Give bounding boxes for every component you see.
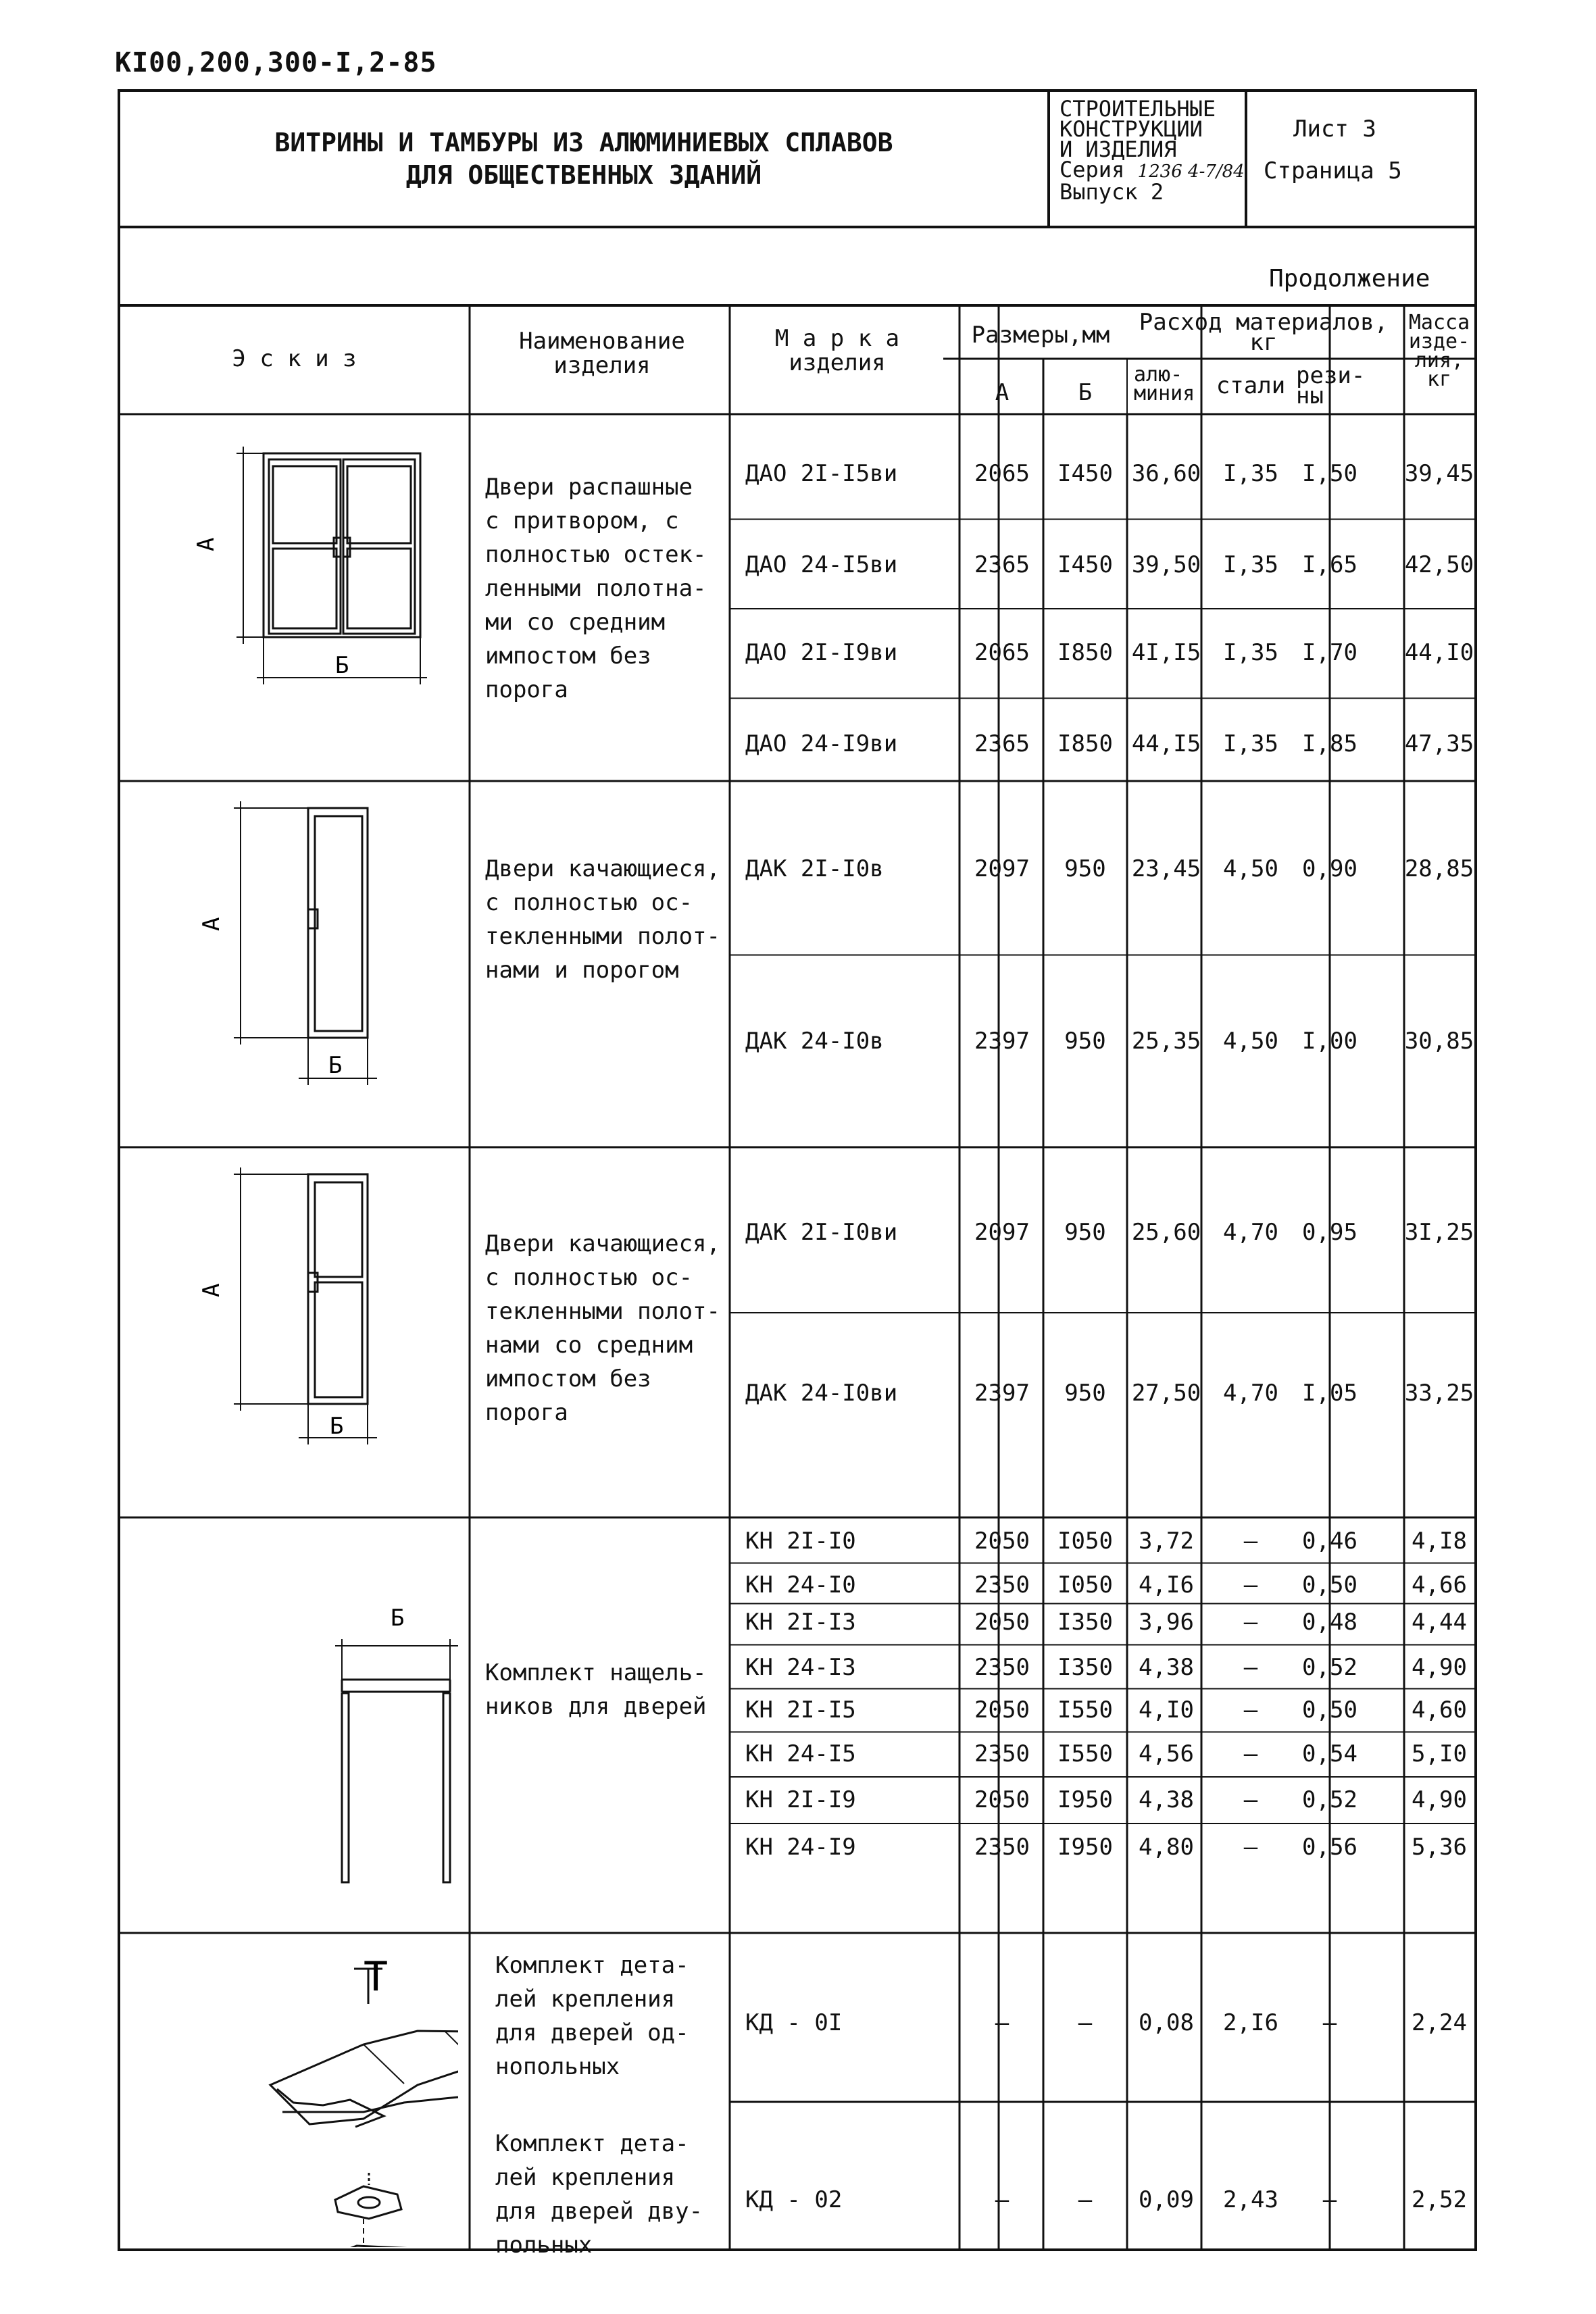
cell-mass: 4,60 (1412, 1696, 1467, 1724)
col-header-materials (1131, 309, 1396, 356)
col-header-steel: стали (1216, 372, 1286, 399)
cell-mark: КН 24-I3 (745, 1654, 856, 1681)
product-name-line: полностью остек- (485, 541, 707, 568)
cell-alu: 23,45 (1131, 855, 1201, 882)
cell-rubber: I,85 (1302, 730, 1357, 757)
product-name (495, 1948, 689, 2084)
cell-b: 950 (1064, 1028, 1106, 1055)
cell-mass: 4,90 (1412, 1786, 1467, 1813)
cell-mass: 4,90 (1412, 1654, 1467, 1681)
sheet-frame (118, 89, 1477, 2259)
cell-alu: 0,08 (1139, 2009, 1194, 2036)
product-name-line: текленными полот- (485, 923, 720, 950)
title-line: ВИТРИНЫ И ТАМБУРЫ ИЗ АЛЮМИНИЕВЫХ СПЛАВОВ (274, 128, 893, 157)
product-name-line: текленными полот- (485, 1298, 720, 1325)
cell-mass: 4,44 (1412, 1609, 1467, 1636)
col-header-size-b: Б (1078, 379, 1093, 406)
cell-mark: ДАО 2I-I5ви (745, 460, 898, 487)
product-name-line: порога (485, 1399, 568, 1426)
col-header-mass (1404, 313, 1474, 389)
product-name-line: с полностью ос- (485, 889, 693, 916)
cell-a: 2365 (974, 730, 1030, 757)
product-name-line: для дверей од- (495, 2019, 689, 2046)
cell-b: I050 (1057, 1528, 1113, 1555)
cell-mark: КН 2I-I0 (745, 1528, 856, 1555)
col-header-mass-line: Масса (1408, 311, 1470, 334)
cell-a: 2350 (974, 1740, 1030, 1767)
series-line: И ИЗДЕЛИЯ (1059, 136, 1177, 162)
cell-a: 2397 (974, 1380, 1030, 1407)
col-header-name-line: Наименование (519, 328, 685, 355)
product-name-line: ников для дверей (485, 1693, 707, 1720)
cell-b: I050 (1057, 1571, 1113, 1599)
document-code: КI00,200,300-I,2-85 (115, 47, 437, 78)
cell-mark: КН 2I-I3 (745, 1609, 856, 1636)
cell-mass: 4,66 (1412, 1571, 1467, 1599)
cell-mass: 44,I0 (1404, 639, 1474, 666)
sketch-cover-strips (161, 1517, 458, 1923)
product-name (485, 1656, 707, 1724)
cell-a: 2050 (974, 1786, 1030, 1813)
cell-steel: – (1243, 1528, 1258, 1555)
sketch-dimension-b: Б (330, 1413, 344, 1440)
sketch-dimension-a: А (198, 1283, 225, 1297)
col-header-rubber-line: ны (1296, 382, 1324, 409)
cell-rubber: I,70 (1302, 639, 1357, 666)
cell-a: – (995, 2009, 1009, 2036)
cell-a: 2097 (974, 1219, 1030, 1246)
col-header-rubber-line: рези- (1296, 362, 1366, 389)
cell-steel: 2,43 (1223, 2186, 1278, 2213)
series-line: КОНСТРУКЦИИ (1059, 116, 1203, 142)
cell-mass: 4,I8 (1412, 1528, 1467, 1555)
col-header-mark-line: изделия (789, 349, 886, 376)
cell-mass: 5,I0 (1412, 1740, 1467, 1767)
cell-mark: КД - 02 (745, 2186, 843, 2213)
col-header-size-a: А (995, 379, 1009, 406)
cell-rubber: – (1322, 2186, 1337, 2213)
cell-a: 2065 (974, 460, 1030, 487)
sketch-dimension-b: Б (391, 1605, 405, 1632)
cell-steel: – (1243, 1609, 1258, 1636)
cell-b: I950 (1057, 1786, 1113, 1813)
cell-rubber: 0,52 (1302, 1654, 1357, 1681)
cell-a: 2050 (974, 1609, 1030, 1636)
cell-steel: I,35 (1223, 551, 1278, 578)
col-header-rubber (1296, 362, 1370, 409)
cell-a: 2350 (974, 1834, 1030, 1861)
cell-alu: 4,38 (1139, 1654, 1194, 1681)
col-header-mass-line: кг (1426, 368, 1452, 391)
cell-steel: 4,50 (1223, 855, 1278, 882)
product-name-line: нами и порогом (485, 957, 679, 984)
cell-steel: 4,70 (1223, 1219, 1278, 1246)
cell-mark: ДАК 24-I0ви (745, 1380, 898, 1407)
product-name-line: нами со средним (485, 1332, 693, 1359)
sketch-dimension-a: А (198, 917, 225, 931)
cell-mark: ДАК 24-I0в (745, 1028, 884, 1055)
cell-b: 950 (1064, 1219, 1106, 1246)
cell-mass: 42,50 (1404, 551, 1474, 578)
col-header-mass-line: лия, (1414, 349, 1464, 372)
issue-label: Выпуск 2 (1059, 179, 1164, 205)
cell-mass: 2,52 (1412, 2186, 1467, 2213)
cell-steel: – (1243, 1786, 1258, 1813)
product-name-line: ми со средним (485, 609, 666, 636)
col-header-alu-line: алю- (1134, 363, 1183, 386)
cell-mass: 2,24 (1412, 2009, 1467, 2036)
product-name-line: Комплект нащель- (485, 1659, 707, 1686)
sketch-double-door (161, 416, 458, 720)
cell-steel: I,35 (1223, 460, 1278, 487)
cell-alu: 4,38 (1139, 1786, 1194, 1813)
series-label: Серия (1059, 157, 1125, 182)
cell-alu: 3,96 (1139, 1609, 1194, 1636)
sketch-fastening-details (161, 1950, 458, 2247)
cell-rubber: 0,95 (1302, 1219, 1357, 1246)
cell-mark: ДАК 2I-I0ви (745, 1219, 898, 1246)
sheet-number: Лист 3 (1293, 116, 1376, 143)
product-name-line: нопольных (495, 2053, 620, 2080)
col-header-alu-line: миния (1134, 382, 1195, 405)
cell-rubber: I,50 (1302, 460, 1357, 487)
cell-b: 950 (1064, 855, 1106, 882)
cell-a: 2050 (974, 1528, 1030, 1555)
product-name (485, 1227, 720, 1430)
cell-alu: 44,I5 (1131, 730, 1201, 757)
cell-steel: I,35 (1223, 639, 1278, 666)
cell-alu: 25,35 (1131, 1028, 1201, 1055)
page-number: Страница 5 (1264, 157, 1402, 184)
cell-alu: 3,72 (1139, 1528, 1194, 1555)
cell-mass: 3I,25 (1404, 1219, 1474, 1246)
cell-a: 2065 (974, 639, 1030, 666)
product-name-line: Двери качающиеся, (485, 855, 720, 882)
cell-rubber: 0,54 (1302, 1740, 1357, 1767)
cell-b: I950 (1057, 1834, 1113, 1861)
cell-mark: ДАО 2I-I9ви (745, 639, 898, 666)
product-name (495, 2127, 703, 2262)
col-header-sketch: Э с к и з (232, 345, 357, 372)
product-name-line: импостом без (485, 1365, 651, 1392)
cell-mass: 5,36 (1412, 1834, 1467, 1861)
cell-alu: 0,09 (1139, 2186, 1194, 2213)
col-header-name (470, 328, 734, 379)
cell-mark: КН 2I-I9 (745, 1786, 856, 1813)
product-name (485, 470, 707, 707)
cell-steel: 4,70 (1223, 1380, 1278, 1407)
cell-alu: 4,80 (1139, 1834, 1194, 1861)
col-header-sizes: Размеры,мм (971, 322, 1110, 349)
cell-alu: 36,60 (1131, 460, 1201, 487)
cell-steel: – (1243, 1696, 1258, 1724)
cell-steel: 2,I6 (1223, 2009, 1278, 2036)
cell-rubber: 0,46 (1302, 1528, 1357, 1555)
product-name-line: с полностью ос- (485, 1264, 693, 1291)
cell-b: I550 (1057, 1696, 1113, 1724)
product-name-line: Двери качающиеся, (485, 1230, 720, 1257)
col-header-mark-line: М а р к а (774, 325, 900, 352)
product-name-line: лей крепления (495, 1986, 676, 2013)
cell-mark: КН 24-I0 (745, 1571, 856, 1599)
cell-b: I450 (1057, 460, 1113, 487)
product-name-line: импостом без (485, 643, 651, 670)
cell-alu: 4,I0 (1139, 1696, 1194, 1724)
cell-a: – (995, 2186, 1009, 2213)
col-header-mass-line: изде- (1408, 330, 1470, 353)
cell-mass: 30,85 (1404, 1028, 1474, 1055)
continuation-label: Продолжение (1269, 265, 1430, 293)
cell-b: I350 (1057, 1654, 1113, 1681)
cell-mass: 33,25 (1404, 1380, 1474, 1407)
col-header-name-line: изделия (553, 352, 651, 379)
product-name-line: ленными полотна- (485, 575, 707, 602)
cell-a: 2350 (974, 1571, 1030, 1599)
cell-steel: – (1243, 1834, 1258, 1861)
product-name (485, 852, 720, 987)
cell-steel: – (1243, 1571, 1258, 1599)
product-name-line: Двери распашные (485, 474, 693, 501)
cell-alu: 39,50 (1131, 551, 1201, 578)
cell-alu: 27,50 (1131, 1380, 1201, 1407)
cell-b: I350 (1057, 1609, 1113, 1636)
cell-b: – (1078, 2009, 1093, 2036)
series-line: СТРОИТЕЛЬНЫЕ (1059, 96, 1216, 122)
sketch-single-door (161, 781, 458, 1105)
cell-rubber: I,00 (1302, 1028, 1357, 1055)
cell-mark: КН 24-I5 (745, 1740, 856, 1767)
title-line: ДЛЯ ОБЩЕСТВЕННЫХ ЗДАНИЙ (405, 160, 762, 190)
cell-mark: ДАО 24-I9ви (745, 730, 898, 757)
cell-b: I450 (1057, 551, 1113, 578)
product-name-line: с притвором, с (485, 507, 679, 534)
cell-rubber: I,65 (1302, 551, 1357, 578)
cell-mark: КН 24-I9 (745, 1834, 856, 1861)
product-name-line: лей крепления (495, 2164, 676, 2191)
product-name-line: Комплект дета- (495, 1952, 689, 1979)
sketch-t-label: Т (364, 1953, 389, 2001)
cell-b: – (1078, 2186, 1093, 2213)
cell-alu: 4,I6 (1139, 1571, 1194, 1599)
cell-a: 2097 (974, 855, 1030, 882)
product-name-line: порога (485, 676, 568, 703)
col-header-alu (1134, 363, 1208, 405)
sketch-single-door-transom (161, 1147, 458, 1465)
cell-b: I550 (1057, 1740, 1113, 1767)
cell-steel: I,35 (1223, 730, 1278, 757)
cell-alu: 4,56 (1139, 1740, 1194, 1767)
cell-b: I850 (1057, 639, 1113, 666)
cell-b: 950 (1064, 1380, 1106, 1407)
product-name-line: польных (495, 2232, 593, 2259)
cell-rubber: 0,48 (1302, 1609, 1357, 1636)
cell-rubber: I,05 (1302, 1380, 1357, 1407)
cell-rubber: 0,50 (1302, 1696, 1357, 1724)
cell-rubber: 0,52 (1302, 1786, 1357, 1813)
col-header-materials-line: Расход материалов, (1139, 309, 1389, 336)
cell-alu: 25,60 (1131, 1219, 1201, 1246)
cell-a: 2365 (974, 551, 1030, 578)
cell-mark: ДАО 24-I5ви (745, 551, 898, 578)
cell-steel: 4,50 (1223, 1028, 1278, 1055)
cell-rubber: – (1322, 2009, 1337, 2036)
series-number: 1236 4-7/84 (1137, 161, 1245, 182)
sketch-dimension-b: Б (328, 1052, 343, 1079)
sketch-dimension-a: А (193, 537, 220, 551)
product-name-line: для дверей дву- (495, 2198, 703, 2225)
cell-rubber: 0,50 (1302, 1571, 1357, 1599)
cell-alu: 4I,I5 (1131, 639, 1201, 666)
cell-steel: – (1243, 1740, 1258, 1767)
cell-a: 2050 (974, 1696, 1030, 1724)
product-name-line: Комплект дета- (495, 2130, 689, 2157)
cell-mass: 39,45 (1404, 460, 1474, 487)
cell-mark: КН 2I-I5 (745, 1696, 856, 1724)
cell-steel: – (1243, 1654, 1258, 1681)
cell-mark: КД - 0I (745, 2009, 843, 2036)
sketch-dimension-b: Б (335, 652, 349, 679)
cell-rubber: 0,56 (1302, 1834, 1357, 1861)
col-header-mark (735, 325, 939, 376)
cell-a: 2350 (974, 1654, 1030, 1681)
cell-mass: 47,35 (1404, 730, 1474, 757)
cell-b: I850 (1057, 730, 1113, 757)
cell-mass: 28,85 (1404, 855, 1474, 882)
cell-rubber: 0,90 (1302, 855, 1357, 882)
cell-mark: ДАК 2I-I0в (745, 855, 884, 882)
cell-a: 2397 (974, 1028, 1030, 1055)
col-header-materials-line: кг (1249, 329, 1278, 356)
